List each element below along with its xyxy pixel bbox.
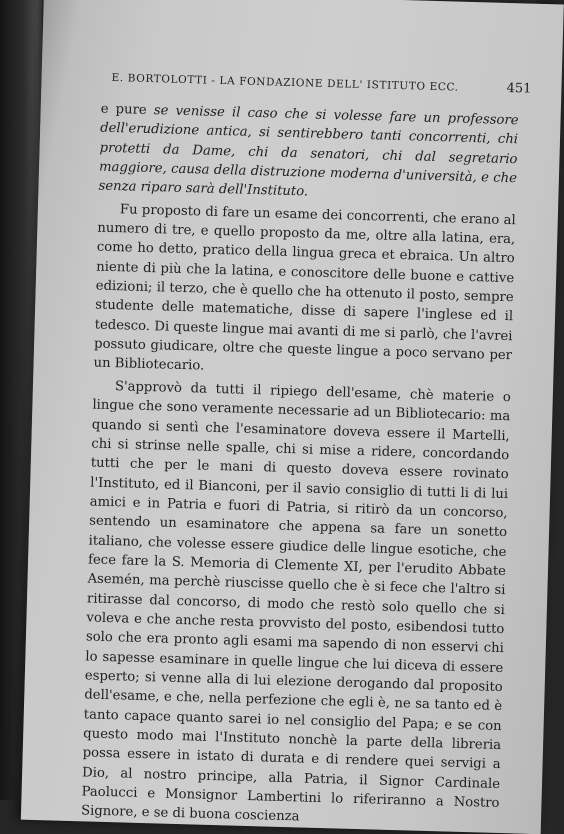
paragraph-lead: e pure	[100, 101, 155, 119]
running-head	[111, 72, 531, 96]
paragraph-quote-continuation	[98, 100, 519, 208]
italic-quotation: se venisse il caso che si volesse fare un professore dell'erudizione antica, si sentirebbero tanti concorrenti, chi protetti da Dame, chi da senatori, chi dal segretario maggiore, causa della distruzione moderna d'università, e che senza riparo sarà dell'Instituto.	[98, 103, 519, 200]
page-number: 451	[506, 80, 532, 97]
paragraph-exam-approval: S'approvò da tutti il ripiego dell'esame, chè materie o lingue che sono veramente necessarie ad un Bibliotecario: ma quando si sentì che l'esaminatore doveva essere il Martelli, chi si strinse nelle spalle, chi si mise a ridere, concordando tutti che per le mani di questo doveva essere rovinato l'Instituto, ed il Bianconi, per il savio consiglio di tutti li di lui amici e in Patria e fuori di Patria, si ritirò da un concorso, sentendo un esaminatore che appena sa fare un sonetto italiano, che volesse essere giudice delle lingue esotiche, che fece fare la S. Memoria di Clemente XI, per l'erudito Abbate Asemén, ma perchè riuscisse quello che è si fece che l'altro si ritirasse dal concorso, di modo che restò solo quello che si voleva e che anche resta provvisto del posto, esibendosi tutto solo che era pronto agli esami ma sapendo di non esservi chi lo sapesse esaminare in quelle lingue che lui diceva di essere esperto; si venne alla di lui elezione derogando dal proposito dell'esame, e che, nella perfezione che egli è, ne sa tanto ed è tanto capace quanto sarei io nel consiglio del Papa; e se con questo modo mai l'Instituto nonchè la parte della libreria possa essere in istato di durata e di rendere quei servigi a Dio, al nostro principe, alla Patria, il Signor Cardinale Paolucci e Monsignor Lambertini lo riferiranno a Nostro Signore, e se di buona coscienza	[80, 378, 512, 825]
book-page	[21, 0, 564, 834]
running-title: E. BORTOLOTTI - LA FONDAZIONE DELL' ISTITUTO ECC.	[111, 71, 459, 94]
body-text	[81, 100, 519, 833]
paragraph-exam-proposal: Fu proposto di fare un esame dei concorrenti, che erano al numero di tre, e quello proposto da me, oltre alla latina, era, come ho detto, pratico della lingua greca et ebraica. Un altro niente di più che la latina, e conoscitore delle buone e cattive edizioni; il terzo, che è quello che ha ottenuto il posto, sempre studente delle matematiche, disse di sapere l'inglese ed il tedesco. Di queste lingue mai avanti di me si parlò, che l'avrei possuto giudicare, oltre che queste lingue a poco servano per un Bibliotecario.	[93, 201, 516, 375]
